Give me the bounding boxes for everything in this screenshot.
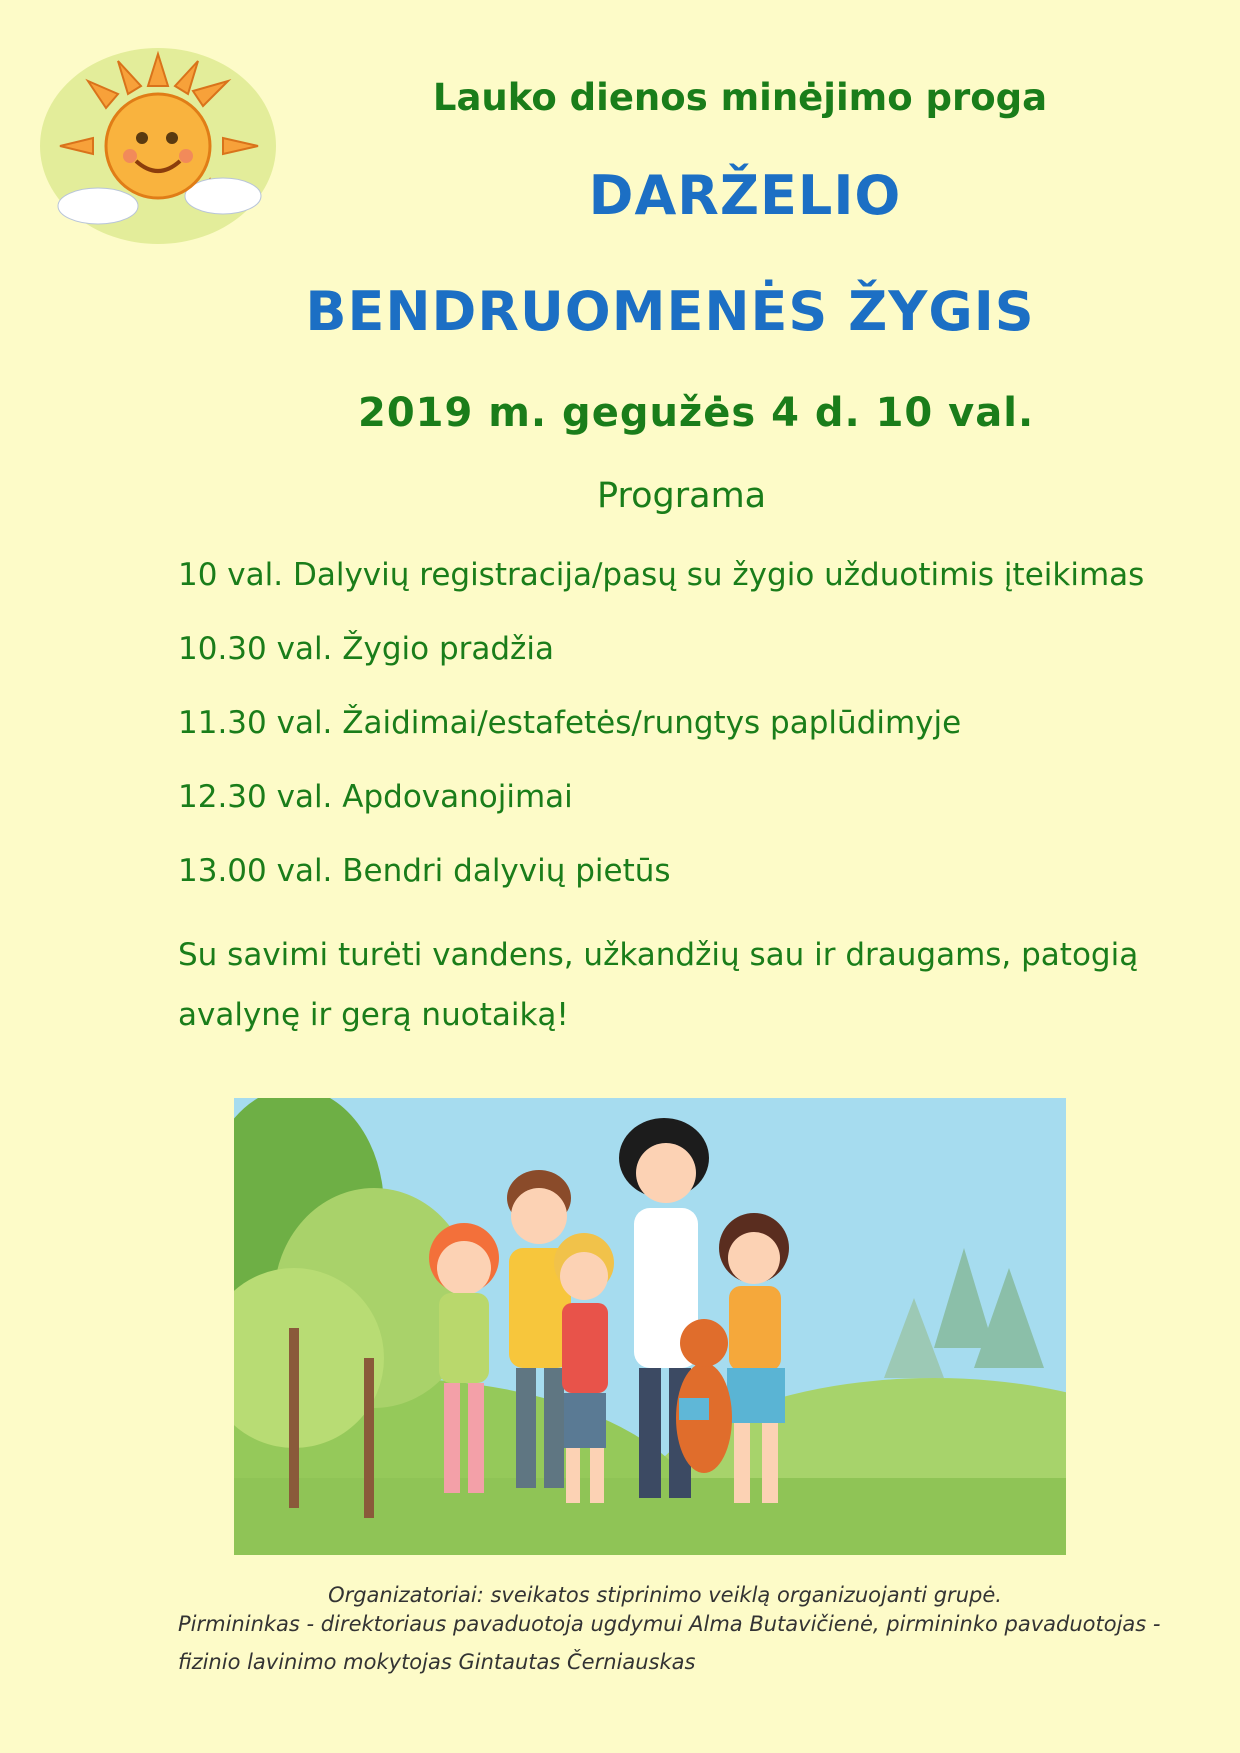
- agenda-item: 12.30 val. Apdovanojimai: [178, 779, 573, 815]
- agenda-item: 13.00 val. Bendri dalyvių pietūs: [178, 853, 671, 889]
- event-date: 2019 m. gegužės 4 d. 10 val.: [358, 390, 1035, 436]
- hiking-family-illustration: [234, 1098, 1066, 1555]
- program-heading: Programa: [597, 476, 767, 516]
- agenda-item: 11.30 val. Žaidimai/estafetės/rungtys paplūdimyje: [178, 705, 962, 741]
- event-title-line2: BENDRUOMENĖS ŽYGIS: [305, 280, 1035, 343]
- credits-line: Pirmininkas - direktoriaus pavaduotoja ugdymui Alma Butavičienė, pirmininko pavaduotojas - fizinio lavinimo mokytojas Gintautas Černiauskas: [178, 1612, 1161, 1674]
- agenda-item: 10.30 val. Žygio pradžia: [178, 631, 554, 667]
- agenda-item: 10 val. Dalyvių registracija/pasų su žygio užduotimis įteikimas: [178, 557, 1145, 593]
- bring-along-note: Su savimi turėti vandens, užkandžių sau ir draugams, patogią avalynę ir gerą nuotaiką!: [178, 937, 1139, 1033]
- event-title-line1: DARŽELIO: [588, 164, 902, 227]
- organizers-line: Organizatoriai: sveikatos stiprinimo veiklą organizuojanti grupė.: [328, 1583, 1002, 1607]
- event-subtitle: Lauko dienos minėjimo proga: [432, 76, 1048, 119]
